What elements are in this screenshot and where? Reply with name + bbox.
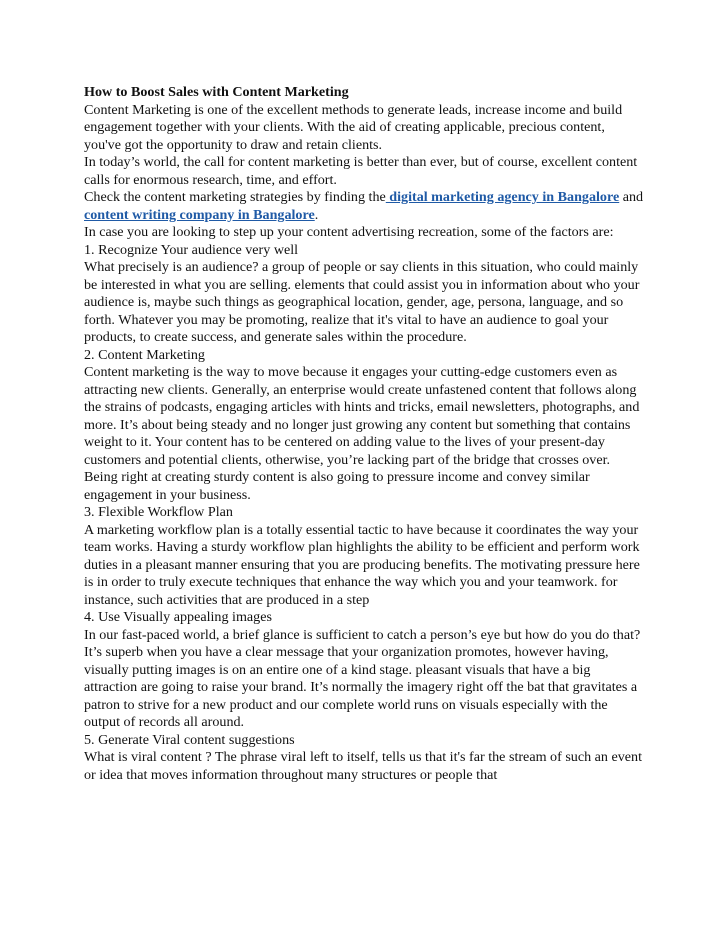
check-suffix-text: . <box>314 206 319 223</box>
section-4-heading: 4. Use Visually appealing images <box>84 609 272 625</box>
section-3-body: A marketing workflow plan is a totally essential tactic to have because it coordinates the way your team works. Having a sturdy workflow plan highlights the ability to be efficient and perform work duties in a pleasant manner ensuring that you are producing benefits. The motivating pressure here is in order to truly execute techniques that enhance the way which you and your teamwork. for instance, such activities that are produced in a step <box>84 521 640 608</box>
intro-paragraph-3: In case you are looking to step up your content advertising recreation, some of the factors are: <box>84 224 614 240</box>
section-4-body: In our fast-paced world, a brief glance is sufficient to catch a person’s eye but how do you do that? It’s superb when you have a clear message that your organization promotes, however having, visually putting images is on an entire one of a kind stage. pleasant visuals that have a big attraction are going to raise your brand. It’s normally the imagery right off the bat that gravitates a patron to strive for a new product and our complete world runs on visuals especially with the output of records all around. <box>84 626 641 730</box>
section-2-heading: 2. Content Marketing <box>84 346 205 363</box>
check-and-text: and <box>619 189 644 205</box>
check-strategies-paragraph <box>84 189 644 224</box>
intro-paragraph-2: In today’s world, the call for content marketing is better than ever, but of course, excellent content calls for enormous research, time, and effort. <box>84 154 638 188</box>
section-1-body: What precisely is an audience? a group of people or say clients in this situation, who could mainly be interested in what you are selling. elements that could assist you in information about who your audience is, maybe such things as geographical location, gender, age, persona, language, and so forth. Whatever you may be promoting, realize that it's vital to have an audience to goal your products, to create success, and generate sales within the procedure. <box>84 259 640 345</box>
content-writing-company-link[interactable]: content writing company in Bangalore <box>84 206 315 223</box>
check-prefix-text: Check the content marketing strategies by finding the <box>84 189 386 205</box>
section-3-heading: 3. Flexible Workflow Plan <box>84 504 233 520</box>
section-5-heading: 5. Generate Viral content suggestions <box>84 731 295 748</box>
document-title: How to Boost Sales with Content Marketing <box>84 84 349 100</box>
section-5-body: What is viral content ? The phrase viral left to itself, tells us that it's far the stream of such an event or idea that moves information throughout many structures or people that <box>84 749 643 783</box>
digital-marketing-agency-link[interactable]: digital marketing agency in Bangalore <box>385 189 620 205</box>
document-page <box>84 84 644 784</box>
section-2-body: Content marketing is the way to move because it engages your cutting-edge customers even as attracting new clients. Generally, an enterprise would create unfastened content that follows along the strains of podcasts, engaging articles with hints and tricks, email newsletters, photographs, and more. It’s about being steady and no longer just growing any content but something that contains weight to it. Your content has to be centered on adding value to the lives of your present-day customers and potential clients, otherwise, you’re lacking part of the bridge that crosses over. <box>84 364 640 468</box>
section-2-body-2: Being right at creating sturdy content is also going to pressure income and convey similar engagement in your business. <box>84 469 590 503</box>
intro-paragraph-1: Content Marketing is one of the excellent methods to generate leads, increase income and build engagement together with your clients. With the aid of creating applicable, precious content, you've got the opportunity to draw and retain clients. <box>84 101 623 153</box>
section-1-heading: 1. Recognize Your audience very well <box>84 241 299 258</box>
